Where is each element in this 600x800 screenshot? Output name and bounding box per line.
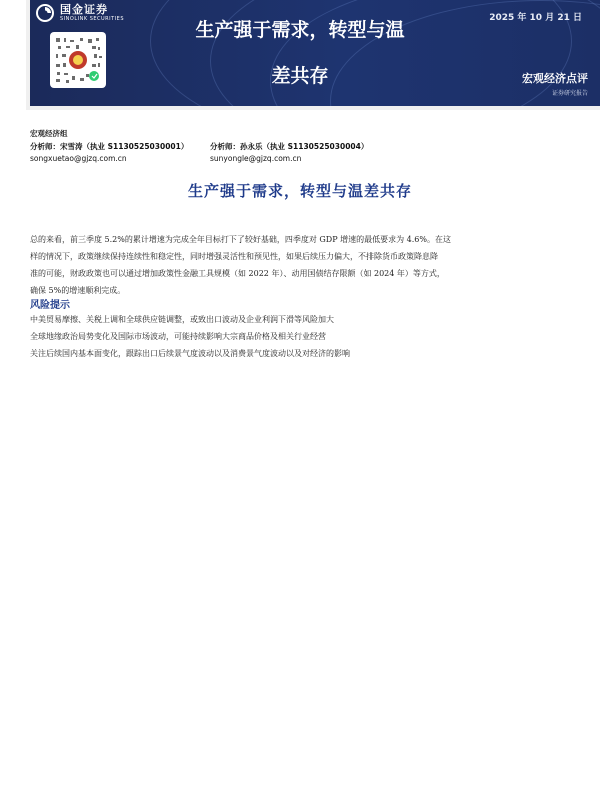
logo-icon bbox=[36, 4, 54, 22]
analyst-2-email[interactable]: sunyongle@gjzq.com.cn bbox=[210, 154, 302, 163]
report-date: 2025 年 10 月 21 日 bbox=[489, 13, 582, 23]
analyst-1-email[interactable]: songxuetao@gjzq.com.cn bbox=[30, 154, 127, 163]
summary-line: 总的来看，前三季度 5.2%的累计增速为完成全年目标打下了较好基础，四季度对 GDP 增速的最低要求为 4.6%。在这 bbox=[30, 235, 452, 244]
risk-item: 全球地缘政治局势变化及国际市场波动，可能持续影响大宗商品价格及相关行业经营 bbox=[30, 332, 326, 341]
qr-code[interactable] bbox=[50, 32, 106, 88]
document-title: 生产强于需求，转型与温差共存 bbox=[187, 182, 412, 200]
risk-heading: 风险提示 bbox=[30, 300, 70, 311]
company-logo bbox=[36, 4, 124, 22]
analyst-1: 分析师：宋雪涛（执业 S1130525030001） bbox=[30, 142, 189, 151]
logo-name-en: SINOLINK SECURITIES bbox=[60, 16, 124, 22]
summary-line: 准的可能，财政政策也可以通过增加政策性金融工具规模（如 2022 年）、动用国债结存限额（如 2024 年）等方式， bbox=[30, 269, 445, 278]
logo-name-cn: 国金证券 bbox=[60, 3, 108, 16]
report-type: 宏观经济点评 bbox=[522, 72, 588, 85]
summary-line: 样的情况下，政策继续保持连续性和稳定性，同时增强灵活性和预见性，如果后续压力偏大，不排除货币政策降息降 bbox=[30, 252, 438, 261]
analyst-2: 分析师：孙永乐（执业 S1130525030004） bbox=[210, 142, 369, 151]
summary-line: 确保 5%的增速顺利完成。 bbox=[30, 286, 126, 295]
summary-paragraph bbox=[30, 231, 578, 299]
research-group: 宏观经济组 bbox=[30, 129, 68, 138]
risk-item: 中美贸易摩擦、关税上调和全球供应链调整，或致出口波动及企业利润下滑等风险加大 bbox=[30, 315, 334, 324]
header-title-line2: 差共存 bbox=[271, 65, 329, 87]
header-title bbox=[160, 14, 440, 92]
report-category: 证券研究报告 bbox=[551, 90, 588, 97]
risk-item: 关注后续国内基本面变化，跟踪出口后续景气度波动以及消费景气度波动以及对经济的影响 bbox=[30, 349, 350, 358]
header-title-line1: 生产强于需求，转型与温 bbox=[195, 19, 405, 41]
